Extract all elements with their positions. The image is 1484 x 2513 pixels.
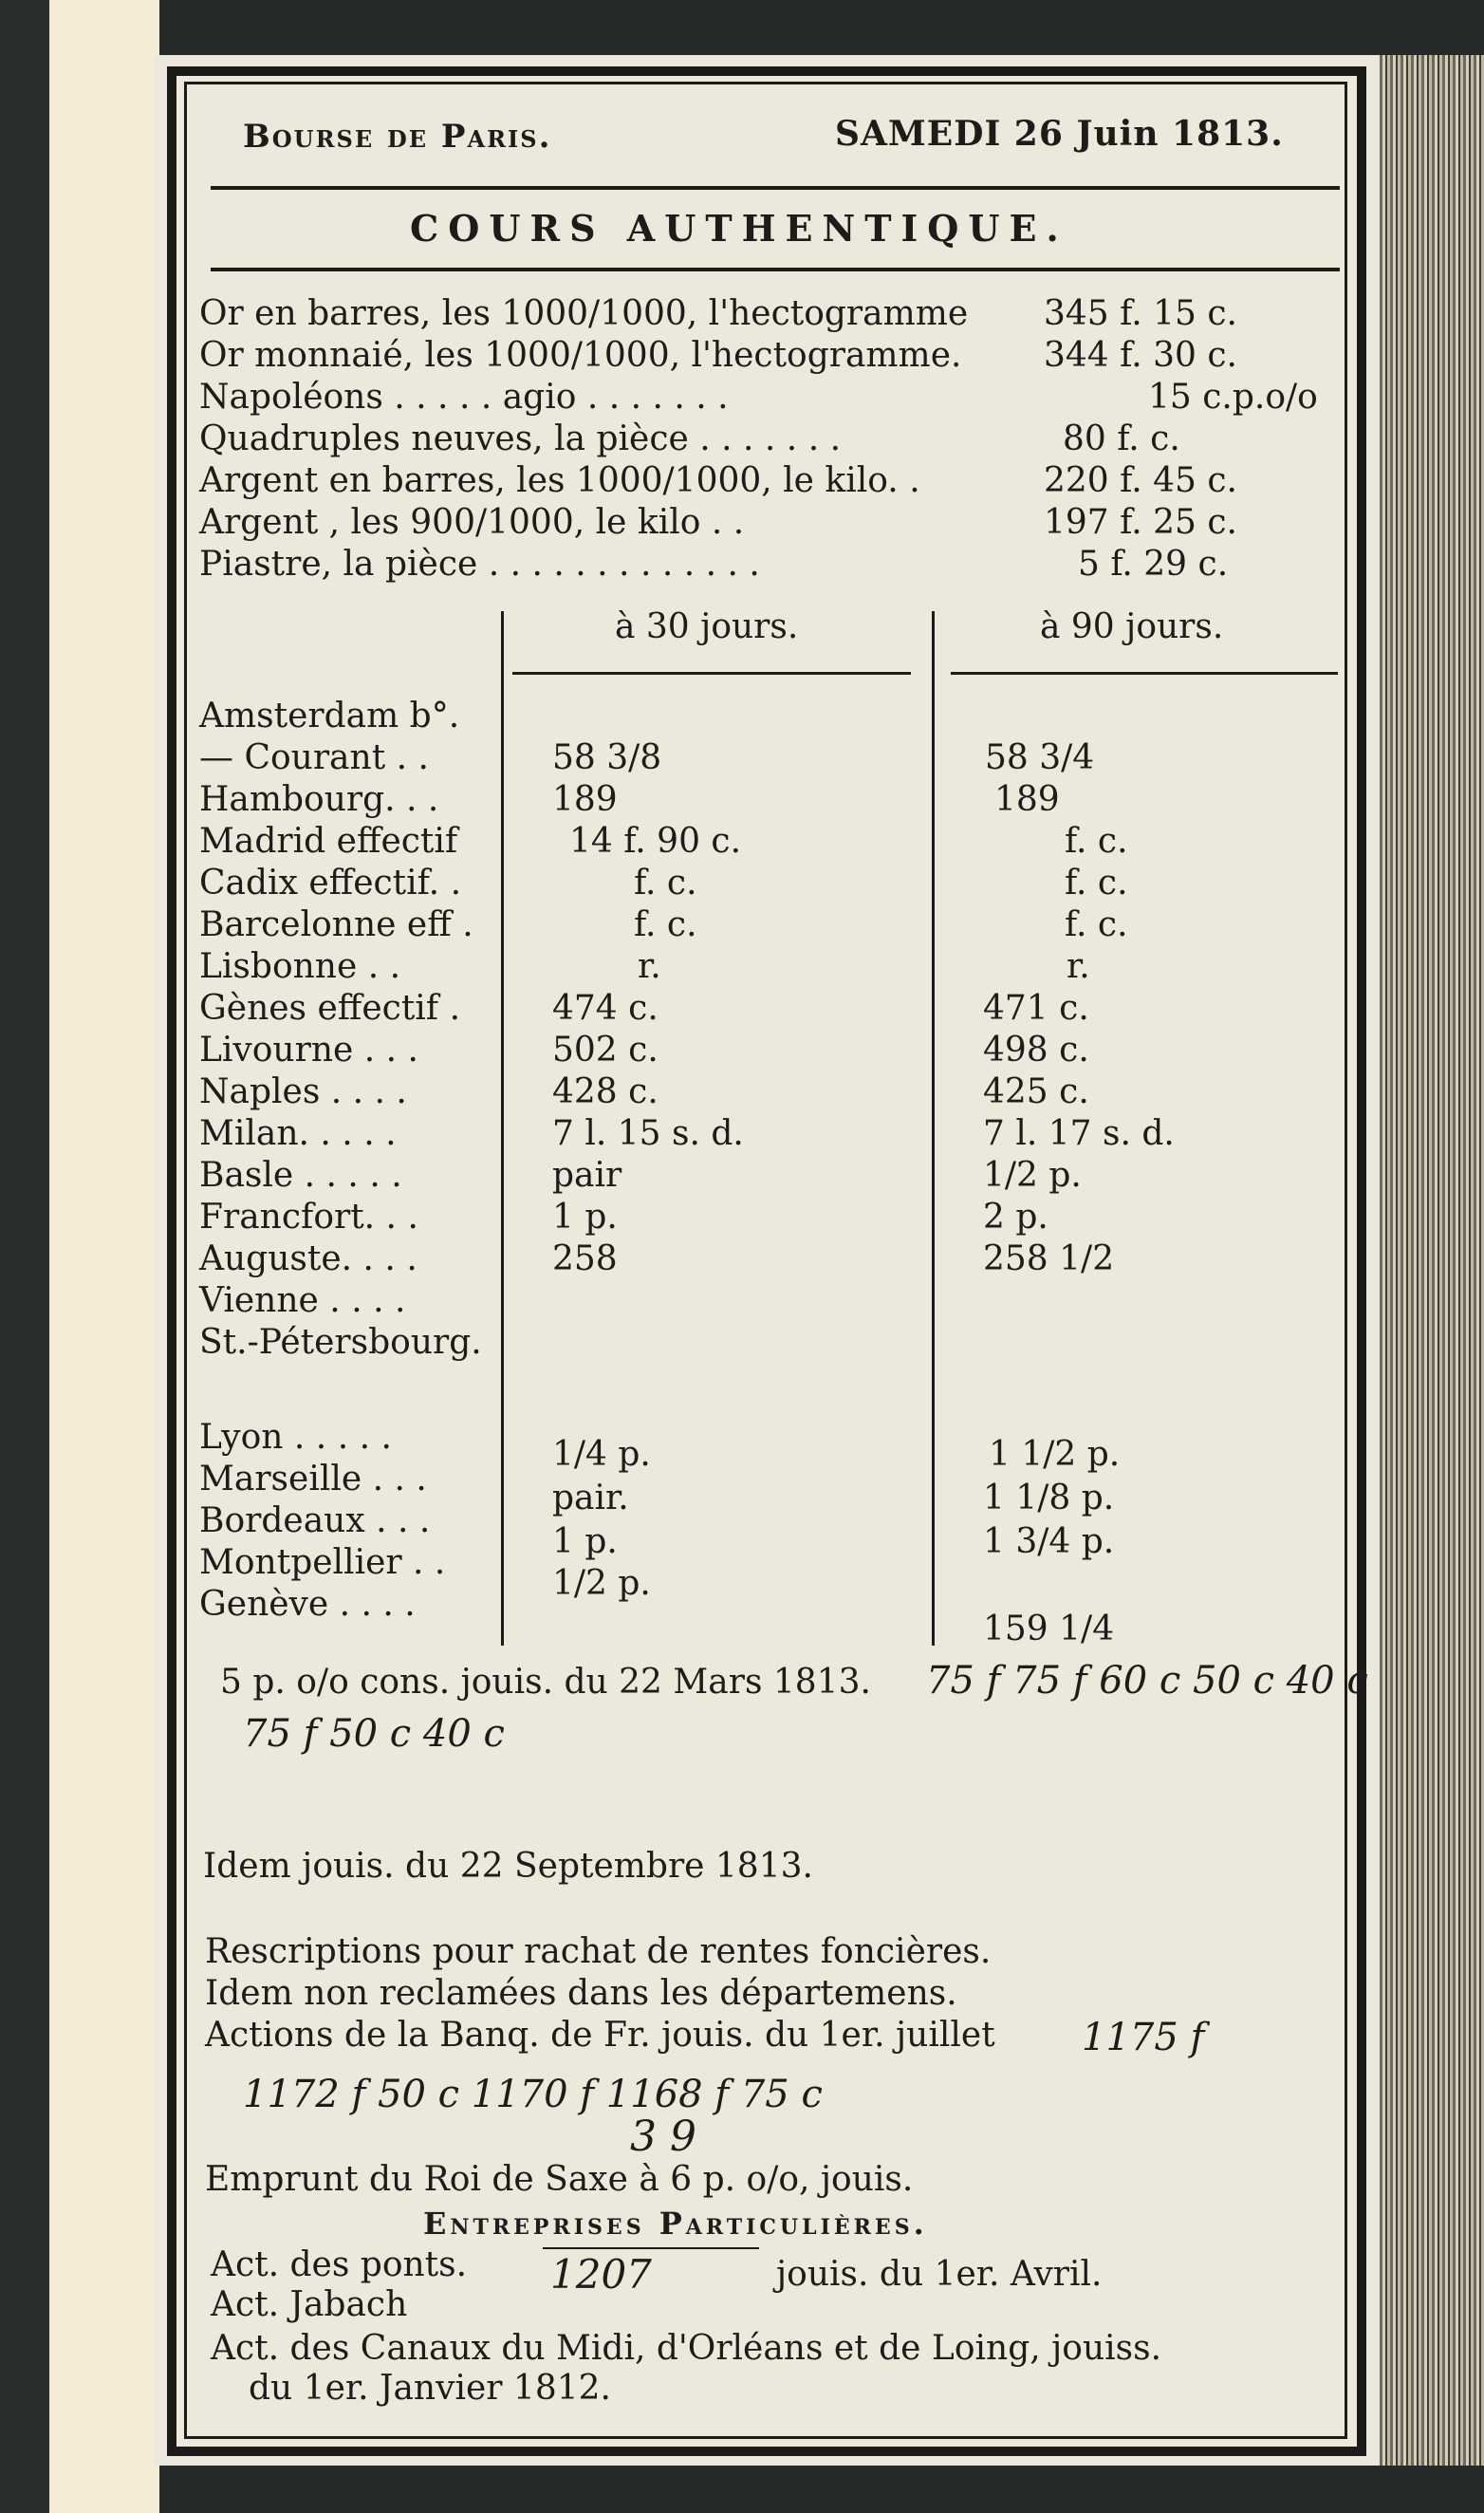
metal-value: 220 f. 45 c. [1044, 461, 1237, 500]
metal-label: Napoléons . . . . . agio . . . . . . . [199, 378, 729, 417]
exchange-d90: f. c. [1065, 905, 1128, 944]
exchange-d90: 471 c. [983, 989, 1089, 1028]
exchange-d90: 7 l. 17 s. d. [983, 1114, 1175, 1153]
entreprises-heading: Entreprises Particulières. [423, 2206, 928, 2242]
emprunt-handwritten: 3 9 [630, 2113, 696, 2161]
actions-handwritten-2: 1172 f 50 c 1170 f 1168 f 75 c [243, 2073, 823, 2116]
exchange-d90: r. [1067, 947, 1090, 986]
exchange-d30: 428 c. [552, 1072, 659, 1111]
ponts-handwritten-line [543, 2247, 759, 2249]
exchange-place: — Courant . . [199, 738, 429, 777]
metal-value: 15 c.p.o/o [1148, 378, 1318, 417]
exchange-d90: 189 [994, 780, 1060, 819]
metal-label: Piastre, la pièce . . . . . . . . . . . . . [199, 545, 760, 584]
idem-non-reclamees: Idem non reclamées dans les départemens. [205, 1974, 957, 2013]
ponts-handwritten: 1207 [550, 2251, 652, 2298]
exchange-place: Francfort. . . [199, 1198, 418, 1237]
act-jabach: Act. Jabach [211, 2285, 408, 2324]
actions-banque: Actions de la Banq. de Fr. jouis. du 1er. juillet [205, 2016, 995, 2055]
metal-value: 80 f. c. [1063, 419, 1180, 458]
domestic-place: Genève . . . . [199, 1585, 416, 1624]
domestic-place: Bordeaux . . . [199, 1501, 431, 1540]
exchange-place: Livourne . . . [199, 1031, 418, 1070]
metal-value: 5 f. 29 c. [1078, 545, 1229, 584]
exchange-place: Amsterdam b°. [199, 697, 460, 735]
col30-header: à 30 jours. [615, 607, 799, 646]
domestic-place: Montpellier . . [199, 1543, 446, 1582]
domestic-d90: 1 1/8 p. [983, 1479, 1115, 1517]
exchange-place: Basle . . . . . [199, 1156, 402, 1195]
column-divider [501, 611, 504, 1646]
act-ponts: Act. des ponts. [211, 2245, 468, 2284]
exchange-place: Lisbonne . . [199, 947, 401, 986]
exchange-place: Auguste. . . . [199, 1239, 417, 1278]
domestic-d30: pair. [552, 1479, 629, 1517]
ponts-jouis: jouis. du 1er. Avril. [776, 2255, 1103, 2294]
exchange-place: Cadix effectif. . [199, 864, 462, 903]
rescriptions: Rescriptions pour rachat de rentes foncières. [205, 1932, 992, 1971]
binding-edge [0, 0, 49, 2513]
exchange-d90: 498 c. [983, 1031, 1089, 1070]
exchange-d30: 58 3/8 [552, 738, 662, 777]
page-title: COURS AUTHENTIQUE. [410, 207, 1068, 250]
exchange-d90: 1/2 p. [983, 1156, 1082, 1195]
metal-value: 345 f. 15 c. [1044, 294, 1237, 333]
exchange-d90: 425 c. [983, 1072, 1089, 1111]
exchange-d30: f. c. [634, 905, 697, 944]
exchange-d30: 502 c. [552, 1031, 659, 1070]
exchange-d90: f. c. [1065, 822, 1128, 861]
exchange-place: Naples . . . . [199, 1072, 407, 1111]
exchange-d30: pair [552, 1156, 622, 1195]
domestic-d30: 1/2 p. [552, 1564, 651, 1603]
exchange-d30: 7 l. 15 s. d. [552, 1114, 744, 1153]
exchange-place: Milan. . . . . [199, 1114, 397, 1153]
exchange-d30: r. [638, 947, 661, 986]
rentes-handwritten-2: 75 f 50 c 40 c [243, 1712, 505, 1756]
rentes-idem: Idem jouis. du 22 Septembre 1813. [203, 1847, 813, 1886]
exchange-place: Gènes effectif . [199, 989, 461, 1028]
col90-header: à 90 jours. [1040, 607, 1224, 646]
col90-rule [951, 672, 1338, 675]
act-canaux-2: du 1er. Janvier 1812. [249, 2369, 611, 2408]
exchange-d30: 14 f. 90 c. [569, 822, 742, 861]
metal-value: 197 f. 25 c. [1044, 503, 1237, 542]
act-canaux: Act. des Canaux du Midi, d'Orléans et de Loing, jouiss. [211, 2329, 1162, 2368]
header-left: Bourse de Paris. [243, 118, 552, 156]
domestic-d90: 159 1/4 [983, 1610, 1115, 1648]
rentes-line: 5 p. o/o cons. jouis. du 22 Mars 1813. [220, 1663, 871, 1702]
metal-label: Quadruples neuves, la pièce . . . . . . . [199, 419, 842, 458]
column-divider [932, 611, 935, 1646]
exchange-place: Madrid effectif [199, 822, 458, 861]
actions-handwritten: 1175 f [1082, 2016, 1205, 2059]
col30-rule [512, 672, 911, 675]
exchange-place: St.-Pétersbourg. [199, 1323, 482, 1362]
page-edges [1380, 55, 1484, 2466]
exchange-d30: 1 p. [552, 1198, 618, 1237]
domestic-d30: 1 p. [552, 1522, 618, 1561]
metal-label: Or en barres, les 1000/1000, l'hectogramme [199, 294, 969, 333]
exchange-place: Hambourg. . . [199, 780, 439, 819]
metal-label: Or monnaié, les 1000/1000, l'hectogramme. [199, 336, 962, 375]
facing-page [49, 0, 159, 2513]
exchange-place: Barcelonne eff . [199, 905, 473, 944]
header-rule [211, 186, 1340, 190]
exchange-d30: 474 c. [552, 989, 659, 1028]
domestic-place: Lyon . . . . . [199, 1418, 392, 1457]
domestic-place: Marseille . . . [199, 1460, 427, 1498]
domestic-d90: 1 1/2 p. [989, 1435, 1121, 1474]
exchange-d90: f. c. [1065, 864, 1128, 903]
header-right: SAMEDI 26 Juin 1813. [835, 114, 1284, 154]
title-rule [211, 268, 1340, 271]
metal-label: Argent en barres, les 1000/1000, le kilo. . [199, 461, 920, 500]
exchange-d30: f. c. [634, 864, 697, 903]
exchange-d30: 189 [552, 780, 618, 819]
exchange-d90: 58 3/4 [985, 738, 1095, 777]
exchange-d90: 2 p. [983, 1198, 1048, 1237]
emprunt-saxe: Emprunt du Roi de Saxe à 6 p. o/o, jouis. [205, 2160, 914, 2199]
metal-value: 344 f. 30 c. [1044, 336, 1237, 375]
exchange-d90: 258 1/2 [983, 1239, 1115, 1278]
domestic-d90: 1 3/4 p. [983, 1522, 1115, 1561]
metal-label: Argent , les 900/1000, le kilo . . [199, 503, 745, 542]
exchange-place: Vienne . . . . [199, 1281, 406, 1320]
domestic-d30: 1/4 p. [552, 1435, 651, 1474]
exchange-d30: 258 [552, 1239, 618, 1278]
rentes-handwritten: 75 f 75 f 60 c 50 c 40 c [926, 1659, 1368, 1703]
